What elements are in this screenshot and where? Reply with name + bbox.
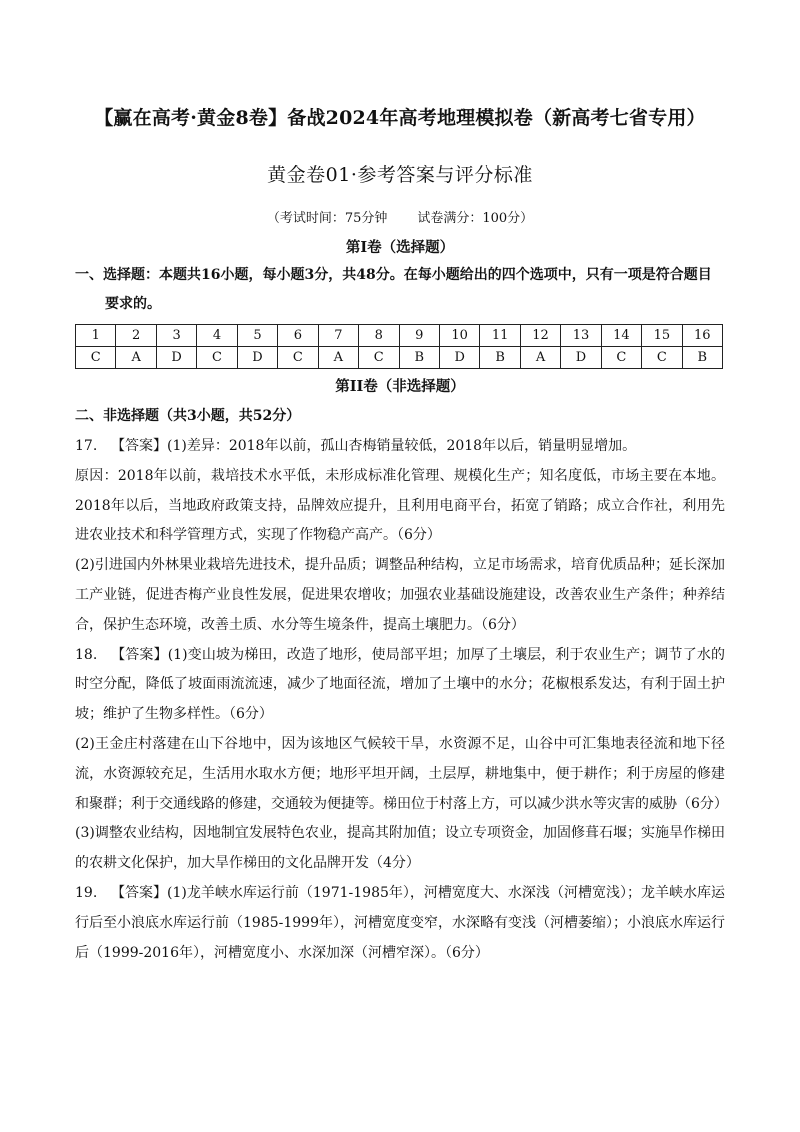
answer-body [75,432,728,968]
paragraph-text: (3)调整农业结构，因地制宜发展特色农业，提高其附加值；设立专项资金，加固修葺石堰；实施旱作梯田的农耕文化保护，加大旱作梯田的文化品牌开发（4分） [75,825,725,872]
question-number-cell: 1 [76,325,116,347]
question-number: 17. [75,438,98,454]
answer-paragraph [75,462,725,551]
exam-score: 试卷满分：100分） [417,211,534,226]
table-row-answers [76,347,723,369]
answer-cell: D [439,347,479,369]
answer-cell: D [156,347,196,369]
question-number-cell: 7 [318,325,358,347]
answer-cell: A [520,347,560,369]
answer-cell: D [237,347,277,369]
answer-table [75,324,723,369]
paragraph-text: (2)王金庄村落建在山下谷地中，因为该地区气候较干旱，水资源不足，山谷中可汇集地表径流和地下径流，水资源较充足，生活用水取水方便；地形平坦开阔，土层厚，耕地集中，便于耕作；利于房屋的修建和聚群；利于交通线路的修建，交通较为便捷等。梯田位于村落上方，可以减少洪水等灾害的威胁（6分） [75,735,728,812]
exam-time: （考试时间：75分钟 [266,211,388,226]
answer-paragraph [75,819,725,879]
table-row-numbers [76,325,723,347]
answer-cell: B [682,347,722,369]
answer-paragraph [75,551,725,640]
answer-cell: C [642,347,682,369]
question-number-cell: 8 [359,325,399,347]
answer-cell: C [278,347,318,369]
answer-cell: D [561,347,601,369]
part1-heading: 第I卷（选择题） [345,239,455,256]
answer-cell: B [480,347,520,369]
answer-cell: A [116,347,156,369]
question-number-cell: 4 [197,325,237,347]
paragraph-text: 原因：2018年以前，栽培技术水平低，未形成标准化管理、规模化生产；知名度低，市场主要在本地。2018年以后，当地政府政策支持，品牌效应提升，且利用电商平台，拓宽了销路；成立合作社，利用先进农业技术和科学管理方式，实现了作物稳产高产。（6分） [75,467,725,544]
answer-paragraph [75,641,725,730]
answer-paragraph [75,432,725,462]
question-number-cell: 15 [642,325,682,347]
part1-intro-line1: 一、选择题：本题共16小题，每小题3分，共48分。在每小题给出的四个选项中，只有一项是符合题目 [75,267,712,283]
question-number-cell: 3 [156,325,196,347]
answer-cell: A [318,347,358,369]
answer-cell: C [76,347,116,369]
answer-cell: C [359,347,399,369]
question-number-cell: 11 [480,325,520,347]
paragraph-text: 【答案】(1)差异：2018年以前，孤山杏梅销量较低，2018年以后，销量明显增加。 [111,438,637,454]
question-number-cell: 16 [682,325,722,347]
part1-intro [75,261,735,319]
paragraph-text: (2)引进国内外林果业栽培先进技术，提升品质；调整品种结构，立足市场需求，培育优质品种；延长深加工产业链，促进杏梅产业良性发展，促进果农增收；加强农业基础设施建设，改善农业生产条件；种养结合，保护生态环境，改善土质、水分等生境条件，提高土壤肥力。（6分） [75,557,725,633]
answer-paragraph [75,730,728,819]
exam-meta [40,207,760,226]
question-number-cell: 5 [237,325,277,347]
paragraph-text: 【答案】(1)变山坡为梯田，改造了地形，使局部平坦；加厚了土壤层，利于农业生产；调节了水的时空分配，降低了坡面雨流流速，减少了地面径流，增加了土壤中的水分；花椒根系发达，有利于固土护坡；维护了生物多样性。（6分） [75,646,725,723]
part2-heading: 第II卷（非选择题） [335,378,465,395]
question-number-cell: 6 [278,325,318,347]
part1-intro-line2: 要求的。 [105,296,161,312]
question-number-cell: 10 [439,325,479,347]
question-number-cell: 12 [520,325,560,347]
answer-cell: C [197,347,237,369]
question-number-cell: 2 [116,325,156,347]
document-title: 【赢在高考·黄金8卷】备战2024年高考地理模拟卷（新高考七省专用） [94,107,706,129]
answer-cell: C [601,347,641,369]
answer-paragraph [75,879,725,968]
document-subtitle: 黄金卷01·参考答案与评分标准 [267,164,533,186]
question-number-cell: 14 [601,325,641,347]
answer-cell: B [399,347,439,369]
paragraph-text: 【答案】(1)龙羊峡水库运行前（1971-1985年），河槽宽度大、水深浅（河槽宽浅）；龙羊峡水库运行后至小浪底水库运行前（1985-1999年），河槽宽度变窄，水深略有变浅（河槽萎缩）；小浪底水库运行后（1999-2016年），河槽宽度小、水深加深（河槽窄深）。（6分） [75,884,725,961]
question-number: 19. [75,884,98,901]
question-number-cell: 9 [399,325,439,347]
part2-subheading: 二、非选择题（共3小题，共52分） [75,408,301,424]
question-number-cell: 13 [561,325,601,347]
question-number: 18. [75,646,98,663]
